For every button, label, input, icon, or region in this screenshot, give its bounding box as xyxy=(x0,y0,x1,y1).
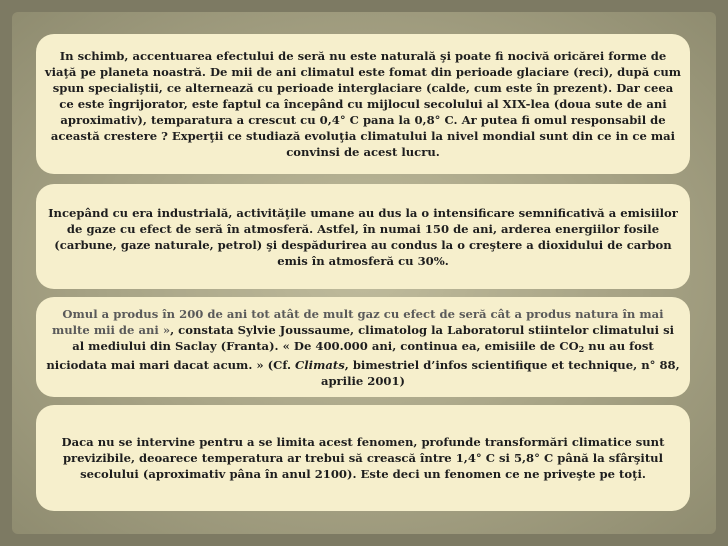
paragraph-3 xyxy=(44,306,682,389)
paragraph-3-text-c: , bimestriel d’infos scientifique et technique, n° 88, aprilie 2001) xyxy=(320,357,680,388)
co2-subscript: 2 xyxy=(578,343,585,354)
text-box-4 xyxy=(36,405,690,511)
paragraph-3-text-b: nu au fost niciodata mai mari dacat acum. » (Cf. xyxy=(46,338,654,372)
publication-title: Climats xyxy=(295,357,345,372)
paragraph-2: Incepând cu era industrială, activităţile umane au dus la o intensificare semnificativă a emisiilor de gaze cu efect de seră în atmosferă. Astfel, în numai 150 de ani, arderea energiilor fosile (carbune, gaze naturale, petrol) şi despădurirea au condus la o creştere a dioxidului de carbon emis în atmosferă cu 30%. xyxy=(48,205,678,268)
quote-highlight: Omul a produs în 200 de ani tot atât de mult gaz cu efect de seră cât a produs natura în mai multe mii de ani » xyxy=(51,306,664,337)
text-box-3 xyxy=(36,297,690,397)
paragraph-4: Daca nu se intervine pentru a se limita acest fenomen, profunde transformări climatice sunt previzibile, deoarece temperatura ar trebui să crească între 1,4° C si 5,8° C până la sfârşitul secolului (aproximativ pâna în anul 2100). Este deci un fenomen ce ne priveşte pe toţi. xyxy=(61,435,665,481)
text-box-1 xyxy=(36,34,690,174)
paragraph-1: In schimb, accentuarea efectului de seră nu este naturală şi poate fi nocivă oricărei forme de viaţă pe planeta noastră. De mii de ani climatul este fomat din perioade glaciare (reci), după cum spun specialiştii, ce alternează cu perioade interglaciare (calde, cum este în prezent). Dar ceea ce este îngrijorator, este faptul ca începând cu mijlocul secolului al XIX-lea (doua sute de ani aproximativ), temparatura a crescut cu 0,4° C pana la 0,8° C. Ar putea fi omul responsabil de această crestere ? Experţii ce studiază evoluţia climatului la nivel mondial sunt din ce in ce mai convinsi de acest lucru. xyxy=(44,49,682,159)
paragraph-3-text-a: , constata Sylvie Joussaume, climatolog la Laboratorul stiintelor climatului si al mediului din Saclay (Franta). « De 400.000 ani, continua ea, emisiile de CO xyxy=(72,322,675,353)
text-box-2 xyxy=(36,184,690,289)
